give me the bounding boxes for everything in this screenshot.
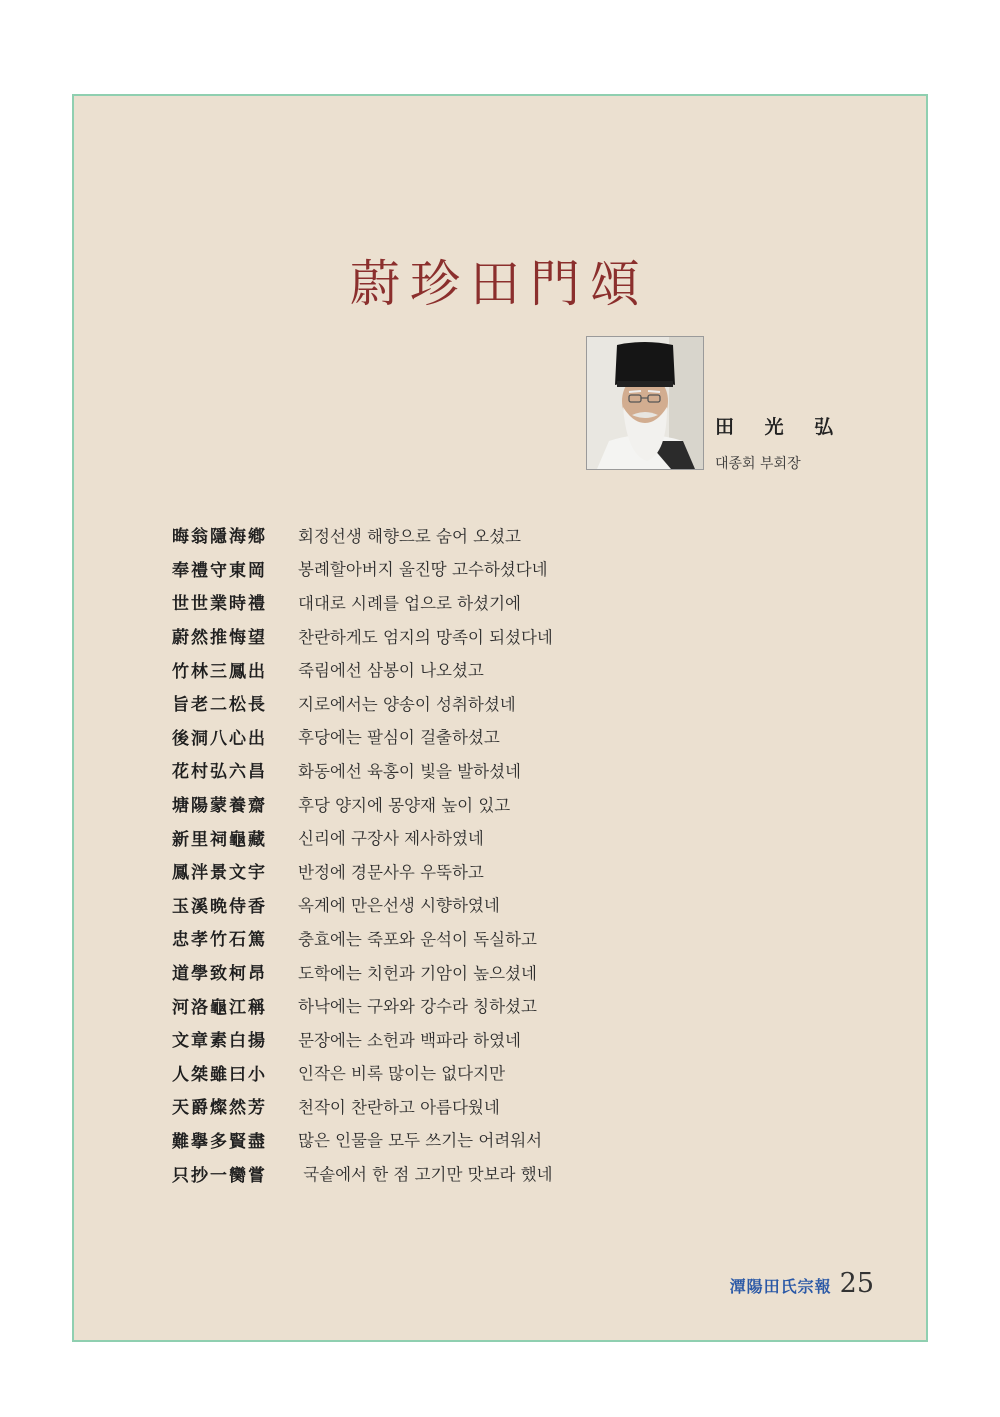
poem-line bbox=[172, 1123, 553, 1157]
poem-hanja: 天爵燦然芳 bbox=[172, 1098, 267, 1119]
poem-line bbox=[172, 652, 553, 686]
publication-name: 潭陽田氏宗報 bbox=[729, 1277, 832, 1296]
page-footer bbox=[730, 1268, 874, 1299]
poem-line bbox=[172, 585, 553, 619]
poem-line bbox=[172, 921, 553, 955]
poem-hanja: 奉禮守東岡 bbox=[172, 560, 267, 581]
poem-line bbox=[172, 955, 553, 989]
poem-hanja: 花村弘六昌 bbox=[172, 762, 267, 783]
poem-korean: 국솥에서 한 점 고기만 맛보라 했네 bbox=[298, 1165, 553, 1185]
poem-korean: 도학에는 치헌과 기암이 높으셨네 bbox=[298, 963, 537, 983]
poem-korean: 지로에서는 양송이 성취하셨네 bbox=[298, 694, 516, 714]
poem-hanja: 新里祠龜藏 bbox=[172, 829, 267, 850]
poem-line bbox=[172, 988, 553, 1022]
poem-line bbox=[172, 619, 553, 653]
poem-korean: 문장에는 소헌과 백파라 하였네 bbox=[298, 1030, 521, 1050]
poem-korean: 찬란하게도 엄지의 망족이 되셨다네 bbox=[298, 627, 553, 647]
author-portrait-image bbox=[587, 337, 703, 469]
poem-korean: 후당에는 팔심이 걸출하셨고 bbox=[298, 728, 500, 748]
poem-line bbox=[172, 753, 553, 787]
author-role: 대종회 부회장 bbox=[715, 456, 801, 472]
poem-korean: 인작은 비록 많이는 없다지만 bbox=[298, 1064, 506, 1084]
poem-hanja: 晦翁隱海鄕 bbox=[172, 527, 267, 548]
poem-hanja: 後洞八心出 bbox=[172, 728, 267, 749]
poem-line bbox=[172, 518, 553, 552]
poem-hanja: 玉溪晩侍香 bbox=[172, 896, 267, 917]
poem-korean: 화동에선 육홍이 빛을 발하셨네 bbox=[298, 761, 521, 781]
poem-hanja: 鳳泮景文宇 bbox=[172, 863, 267, 884]
poem-korean: 많은 인물을 모두 쓰기는 어려워서 bbox=[298, 1131, 543, 1151]
poem-line bbox=[172, 1022, 553, 1056]
poem-hanja: 難擧多賢盡 bbox=[172, 1131, 267, 1152]
poem-line bbox=[172, 1056, 553, 1090]
poem-korean: 천작이 찬란하고 아름다웠네 bbox=[298, 1097, 500, 1117]
poem-line bbox=[172, 1089, 553, 1123]
poem-hanja: 人桀雖曰小 bbox=[172, 1064, 267, 1085]
poem-hanja: 塘陽蒙養齋 bbox=[172, 796, 267, 817]
poem-korean: 옥계에 만은선생 시향하였네 bbox=[298, 896, 500, 916]
poem-line bbox=[172, 1156, 553, 1190]
poem-korean: 대대로 시례를 업으로 하셨기에 bbox=[298, 593, 521, 613]
poem-line bbox=[172, 820, 553, 854]
poem-korean: 후당 양지에 몽양재 높이 있고 bbox=[298, 795, 511, 815]
poem-hanja: 蔚然推悔望 bbox=[172, 628, 267, 649]
poem-line bbox=[172, 854, 553, 888]
poem-line bbox=[172, 720, 553, 754]
poem-korean: 충효에는 죽포와 운석이 독실하고 bbox=[298, 929, 537, 949]
poem-line bbox=[172, 888, 553, 922]
poem-hanja: 文章素白揚 bbox=[172, 1031, 267, 1052]
poem-hanja: 旨老二松長 bbox=[172, 695, 267, 716]
poem-list bbox=[172, 518, 553, 1190]
poem-line bbox=[172, 552, 553, 586]
page-panel bbox=[72, 94, 928, 1342]
poem-line bbox=[172, 686, 553, 720]
poem-korean: 신리에 구장사 제사하였네 bbox=[298, 829, 484, 849]
poem-hanja: 河洛龜江稱 bbox=[172, 997, 267, 1018]
author-name: 田 光 弘 bbox=[715, 416, 846, 438]
page-title: 蔚珍田門頌 bbox=[350, 255, 650, 313]
poem-korean: 하낙에는 구와와 강수라 칭하셨고 bbox=[298, 997, 537, 1017]
poem-hanja: 忠孝竹石篤 bbox=[172, 930, 267, 951]
poem-hanja: 道學致柯昂 bbox=[172, 964, 267, 985]
poem-hanja: 竹林三鳳出 bbox=[172, 661, 267, 682]
page-number: 25 bbox=[839, 1268, 874, 1299]
poem-korean: 반정에 경문사우 우뚝하고 bbox=[298, 862, 484, 882]
poem-korean: 봉례할아버지 울진땅 고수하셨다네 bbox=[298, 560, 548, 580]
author-photo bbox=[586, 336, 704, 470]
poem-korean: 죽림에선 삼봉이 나오셨고 bbox=[298, 661, 484, 681]
poem-korean: 회정선생 해향으로 숨어 오셨고 bbox=[298, 526, 521, 546]
poem-hanja: 世世業時禮 bbox=[172, 594, 267, 615]
poem-hanja: 只抄一臠嘗 bbox=[172, 1165, 267, 1186]
poem-line bbox=[172, 787, 553, 821]
